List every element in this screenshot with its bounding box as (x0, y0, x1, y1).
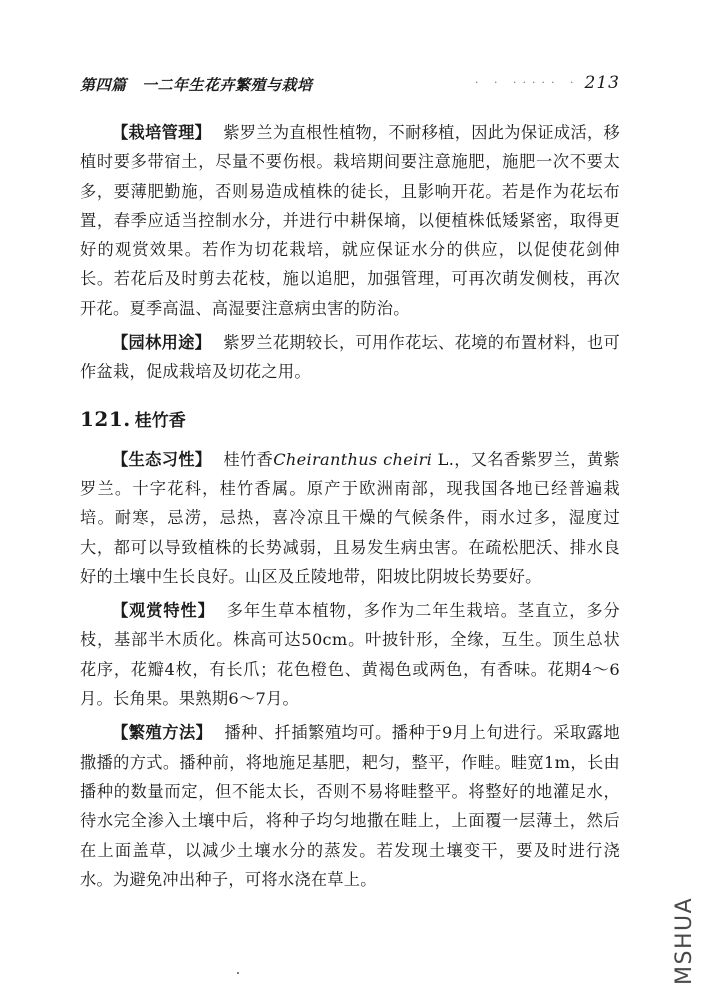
paragraph-text: L.，又名香紫罗兰，黄紫罗兰。十字花科，桂竹香属。原产于欧洲南部，现我国各地已经普遍栽培。耐寒，忌涝，忌热，喜冷凉且干燥的气候条件，雨水过多，湿度过大，都可以导致植株的长势减弱，且易发生病虫害。在疏松肥沃、排水良好的土壤中生长良好。山区及丘陵地带，阳坡比阴坡长势要好。 (80, 449, 620, 586)
paragraph-ecology (80, 445, 620, 591)
paragraph-text: 播种、扦插繁殖均可。播种于9月上旬进行。采取露地撒播的方式。播种前，将地施足基肥，耙匀，整平，作畦。畦宽1m，长由播种的数量而定，但不能太长，否则不易将畦整平。将整好的地灌足水，待水完全渗入土壤中后，将种子均匀地撒在畦上，上面覆一层薄土，然后在上面盖草，以减少土壤水分的蒸发。若发现土壤变干，要及时进行浇水。为避免冲出种子，可将水浇在草上。 (80, 723, 620, 889)
paragraph-text: 紫罗兰为直根性植物，不耐移植，因此为保证成活，移植时要多带宿土，尽量不要伤根。栽培期间要注意施肥，施肥一次不要太多，要薄肥勤施，否则易造成植株的徒长，且影响开花。若是作为花坛布置，春季应适当控制水分，并进行中耕保墒，以便植株低矮紧密，取得更好的观赏效果。若作为切花栽培，就应保证水分的供应，以促使花剑伸长。若花后及时剪去花枝，施以追肥，加强管理，可再次萌发侧枝，再次开花。夏季高温、高湿要注意病虫害的防治。 (80, 123, 620, 318)
section-name: 桂竹香 (134, 410, 186, 431)
paragraph-text: 桂竹香 (223, 449, 274, 469)
paragraph-label: 【园林用途】 (112, 333, 212, 353)
page-number: 213 (584, 73, 620, 93)
running-head (80, 74, 620, 98)
paragraph-label: 【观赏特性】 (112, 601, 215, 621)
body-text (80, 118, 620, 894)
paragraph-text: 多年生草本植物，多作为二年生栽培。茎直立，多分枝，基部半木质化。株高可达50cm。叶披针形，全缘，互生。顶生总状花序，花瓣4枚，有长爪；花色橙色、黄褐色或两色，有香味。花期4～6月。长角果。果熟期6～7月。 (80, 601, 620, 709)
latin-name: Cheiranthus cheiri (273, 449, 433, 469)
watermark: MSHUA (672, 896, 697, 985)
paragraph-propagation (80, 718, 620, 894)
running-head-dots: · · ····· · (475, 76, 580, 89)
scan-speck (237, 972, 239, 974)
paragraph-cultivation (80, 118, 620, 323)
paragraph-landscape-use (80, 328, 620, 387)
section-number: 121. (80, 406, 131, 431)
paragraph-label: 【繁殖方法】 (112, 723, 213, 743)
paragraph-text: 紫罗兰花期较长，可用作花坛、花境的布置材料，也可作盆栽，促成栽培及切花之用。 (80, 333, 620, 382)
running-head-title: 第四篇 一二年生花卉繁殖与栽培 (80, 76, 313, 94)
section-heading (80, 405, 620, 435)
paragraph-label: 【生态习性】 (112, 449, 212, 469)
paragraph-label: 【栽培管理】 (112, 123, 212, 142)
paragraph-ornamental (80, 596, 620, 713)
